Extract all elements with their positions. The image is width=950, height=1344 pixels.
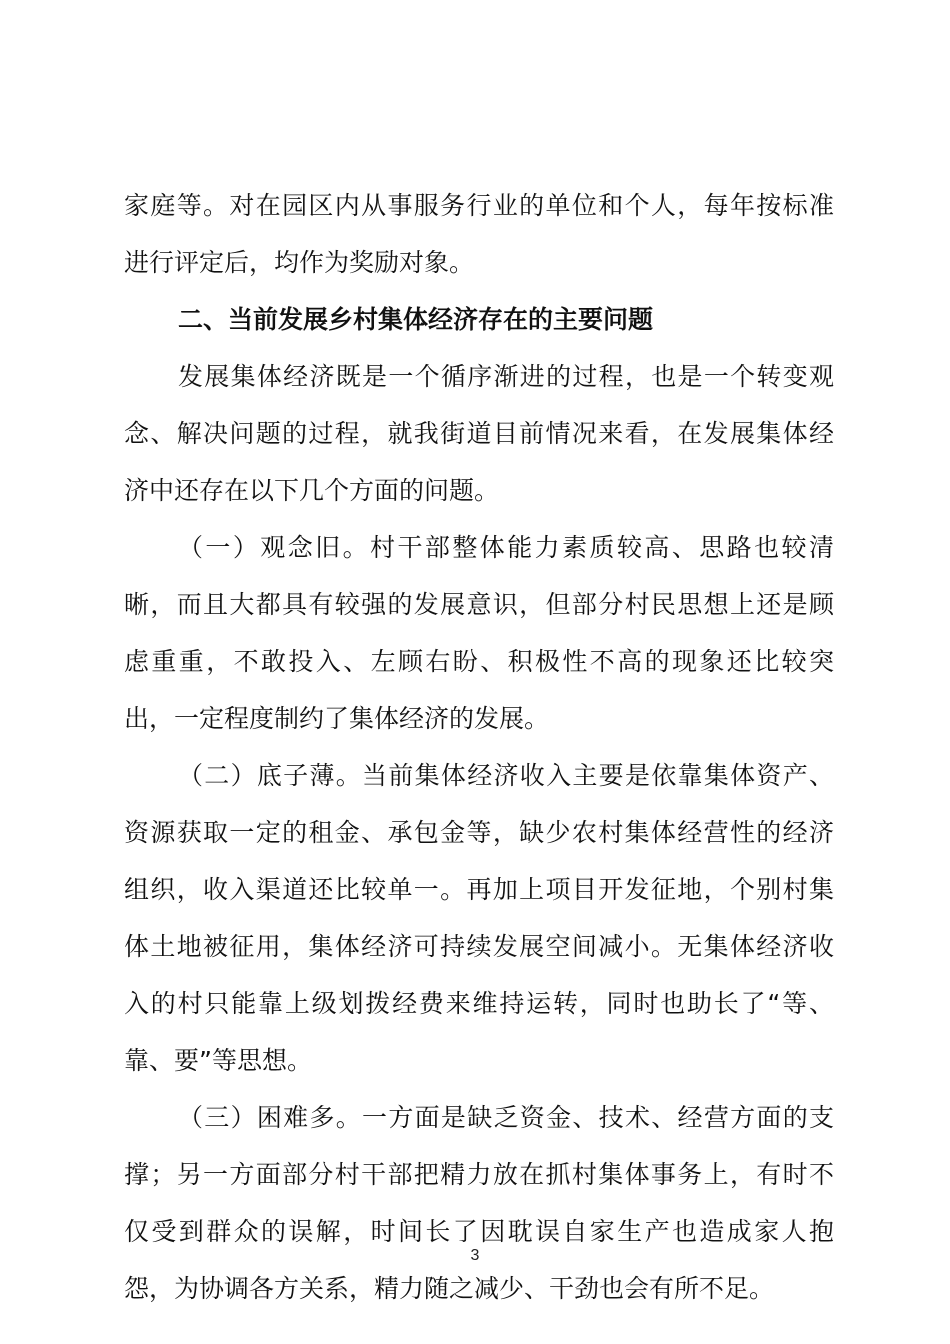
text-line: 资源获取一定的租金、承包金等，缺少农村集体经营性的经济 xyxy=(124,818,834,847)
text-line: 入的村只能靠上级划拨经费来维持运转，同时也助长了“等、 xyxy=(124,989,834,1018)
text-line: 济中还存在以下几个方面的问题。 xyxy=(124,476,500,505)
text-line: （一）观念旧。村干部整体能力素质较高、思路也较清 xyxy=(178,533,834,562)
text-line: 怨，为协调各方关系，精力随之减少、干劲也会有所不足。 xyxy=(124,1274,775,1303)
text-line: 靠、要”等思想。 xyxy=(124,1046,312,1075)
text-line: 发展集体经济既是一个循序渐进的过程，也是一个转变观 xyxy=(178,362,834,391)
paragraph-issue-3 xyxy=(124,1089,834,1317)
text-line: 晰，而且大都具有较强的发展意识，但部分村民思想上还是顾 xyxy=(124,590,834,619)
text-line: 仅受到群众的误解，时间长了因耽误自家生产也造成家人抱 xyxy=(124,1217,834,1246)
text-line: 出，一定程度制约了集体经济的发展。 xyxy=(124,704,550,733)
paragraph-issue-2 xyxy=(124,747,834,1089)
text-line: 虑重重，不敢投入、左顾右盼、积极性不高的现象还比较突 xyxy=(124,647,834,676)
text-line: （二）底子薄。当前集体经济收入主要是依靠集体资产、 xyxy=(178,761,834,790)
paragraph-issue-1 xyxy=(124,519,834,747)
text-line: 家庭等。对在园区内从事服务行业的单位和个人，每年按标准 xyxy=(124,191,834,220)
text-line: 组织，收入渠道还比较单一。再加上项目开发征地，个别村集 xyxy=(124,875,834,904)
heading-line: 二、当前发展乡村集体经济存在的主要问题 xyxy=(178,305,654,334)
text-line: 进行评定后，均作为奖励对象。 xyxy=(124,248,475,277)
page-number: 3 xyxy=(470,1247,480,1264)
paragraph-intro xyxy=(124,348,834,519)
section-heading xyxy=(124,291,834,348)
document-body xyxy=(124,177,834,1317)
text-line: （三）困难多。一方面是缺乏资金、技术、经营方面的支 xyxy=(178,1103,834,1132)
text-line: 念、解决问题的过程，就我街道目前情况来看，在发展集体经 xyxy=(124,419,834,448)
text-line: 撑；另一方面部分村干部把精力放在抓村集体事务上，有时不 xyxy=(124,1160,834,1189)
text-line: 体土地被征用，集体经济可持续发展空间减小。无集体经济收 xyxy=(124,932,834,961)
paragraph-continuation xyxy=(124,177,834,291)
